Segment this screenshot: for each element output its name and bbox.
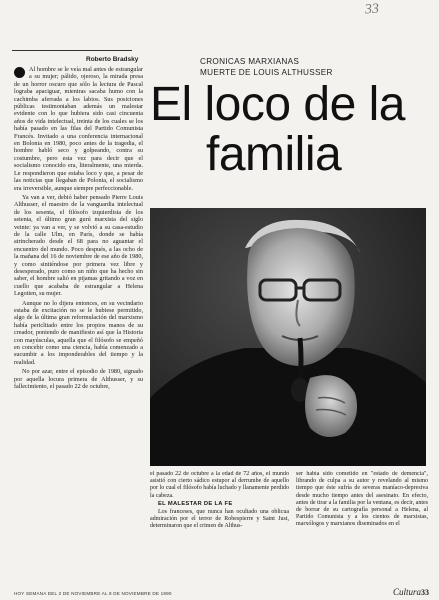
portrait-photo — [150, 208, 426, 466]
paragraph: ser había sido cometido en "estado de demencia", librando de culpa a su autor y revelando al mismo tiempo que éste sufría de severas maníaco-depresiva desde mucho tiempo antes del asesinato. En efecto, antes de tirar a la familia por la ventana, es decir, antes de borrar de su cartografía personal a Helena, al Partido Comunista y a los cientos de marxistas, marxólogos y marxianos diseminados en el — [296, 471, 428, 528]
left-text-column — [14, 66, 143, 582]
paragraph: Los franceses, que nunca han ocultado una oblicua admiración por el terror de Robespierre y Saint Just, determinaron que el crimen de Althus- — [150, 509, 289, 530]
bottom-text-column-2 — [296, 471, 428, 583]
issue-footer: HOY SEMANA DEL 2 DE NOVIEMBRE AL 8 DE NOVIEMBRE DE 1990 — [14, 591, 172, 596]
page-number: 33 — [421, 588, 429, 597]
section-subhead: EL MALESTAR DE LA FE — [158, 500, 233, 507]
bullet-dot-icon — [14, 67, 25, 78]
headline-line: El loco de la — [150, 78, 405, 131]
kicker-line: MUERTE DE LOUIS ALTHUSSER — [200, 68, 333, 77]
section-brand: Cultura33 — [392, 587, 429, 597]
kicker-line: CRONICAS MARXIANAS — [200, 57, 300, 66]
top-rule — [12, 50, 132, 51]
headline-line: familia — [206, 128, 342, 181]
paragraph: Ya van a ver, debió haber pensado Pierre Louis Althusser, el maestro de la vanguardia intelectual de los sesenta, el filósofo izquierdista de los setenta, el último gran gurú marxista del siglo veinte: ya van a ver, y se volvió a su casa-estudio de la calle Ulm, en París, donde se había atrincherado desde el 68 para no aguantar el encuentro del mundo. Poco después, a las ocho de la mañana del 16 de noviembre de ese año de 1980, y como sintiéndose por primera vez libre y desesperado, puro como un niño que ha hecho sin saber, el hombre salió en pijamas gritando a voz en cuello que acababa de estrangular a Helena Legotien, su mujer. — [14, 193, 143, 298]
paragraph: Aunque no lo dijera entonces, en su vecindario estaba de excitación no se le hubiese permitido, algo de la última gran reformulación del marxismo había periclitado entre los propios manos de su creador, poniendo de manifiesto así que la Historia con mayúsculas, aquella que el filósofo se empeñó en concebir como una ciencia, había comenzado a sucumbir a los imponderables del tiempo y la realidad. — [14, 299, 143, 366]
headline — [150, 80, 435, 180]
paragraph: Al hombre se le veía mal antes de estrangular a su mujer; pálido, ojeroso, la mirada presa de un horror oscuro que sólo la lectura de Pascal lograba apaciguar, mientras sacaba humo con la cachimba aferrada a los labios. Sus posiciones públicas testimoniaban además un malestar evidente con lo que hubiera sido casi cincuenta años de vida intelectual, treinta de los cuales se los había pasado en las filas del Partido Comunista Francés. Invitado a una conferencia internacional en Bolonia en 1980, poco antes de la tragedia, el hombre habló seco y golpeando, contra su costumbre, pero esta vez para decir que el socialismo conocido era, literalmente, una mierda. Le respondieron que estaba loco y que, a pesar de las noticias que llegaban de Polonia, el socialismo era irreversible, aunque siempre perfeccionable. — [14, 66, 143, 192]
byline: Roberto Bradsky — [86, 56, 139, 63]
paragraph: el pasado 22 de octubre a la edad de 72 años, el mundo asistió con cierto sádico estupor al derrumbe de aquello por lo cual el filósofo había luchado y llanamente perdido la cabeza. — [150, 471, 289, 499]
handwritten-page-mark: 33 — [364, 1, 380, 18]
paragraph: No por azar, entre el episodio de 1980, signado por aquella locura primera de Althusser, y su fallecimiento, el pasado 22 de octubre, — [14, 368, 143, 391]
bottom-text-column-1 — [150, 471, 289, 583]
section-kicker — [200, 56, 380, 78]
